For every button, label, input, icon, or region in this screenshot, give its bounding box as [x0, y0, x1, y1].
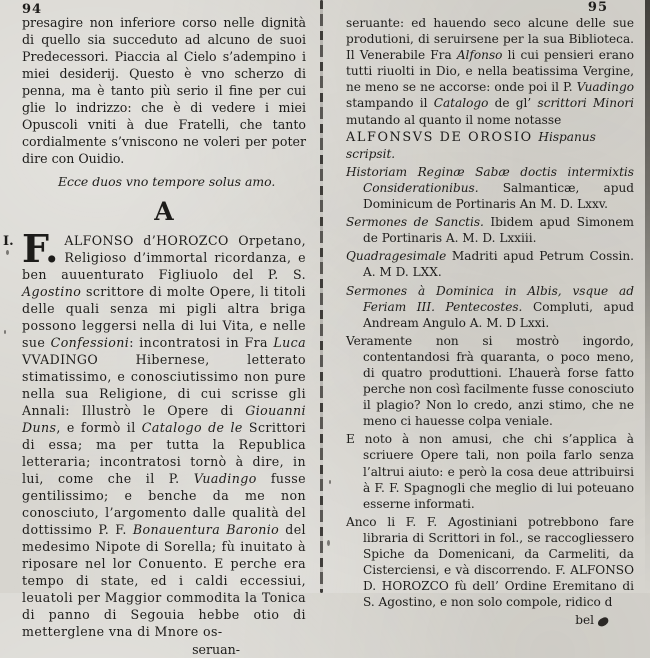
ink-speck — [329, 480, 331, 484]
works-list — [346, 164, 634, 611]
left-page-column — [3, 0, 307, 658]
comment-paragraph-anco: Anco li F. F. Agostiniani potrebbono fare libraria di Scrittori in fol., se raccogliessero Spiche da Domenicani, da Carmeliti, da Cisterciensi, e và discorrendo. F. ALFONSO D. HOROZCO fù dell’ Ordine Eremitano di S. Agostino, e non solo compole, ridico d — [346, 514, 634, 610]
drop-cap-letter: F. — [22, 226, 59, 271]
comment-paragraph-e-noto: E noto à non amusi, che chi s’applica à scriuere Opere tali, non poila farlo senza l’altrui aiuto: e però la cosa deue attribuirsi à F. F. Spagnogli che meglio di lui poteuano esserne informati. — [346, 432, 634, 511]
entry-number: I. — [3, 234, 14, 249]
entry-body-text: ALFONSO d’HOROZCO Orpetano, Religioso d’immortal ricordanza, e ben auuenturato Figliuolo del P. S. Agostino scrittore di molte Opere, li titoli delle quali senza mi pigli altra briga possono leggersi nella di lui Vita, e nelle sue Confessioni: incontratosi in Fra Luca VVADINGO Hibernese, letterato stimatissimo, e conosciutissimo non pure nella sua Religione, di cui scrisse gli Annali: Illustrò le Opere di Giouanni Duns, e formò il Catalogo de le Scrittori di essa; ma per tutta la Republica letteraria; incontratosi tornò à dire, in lui, come che il P. Vuadingo fusse gentilissimo; e benche da me non conosciuto, l’argomento dalle qualità del dottissimo P. F. Bonauentura Baronio del medesimo Nipote di Sorella; fù inuitato à riposare nel lor Conuento. E perche era tempo di state, ed i caldi eccessiui, leuatoli per Maggior commodita la Tonica di panno di Segouia hebbe otio di metterglene vna di Mnore os- — [22, 233, 307, 639]
left-page-number: 94 — [22, 2, 43, 17]
ink-speck — [327, 540, 330, 546]
latin-quote: Ecce duos vno tempore solus amo. — [58, 174, 276, 189]
work-item-quadragesimale: Quadragesimale Madriti apud Petrum Cossin. A. M D. LXX. — [346, 249, 634, 280]
work-item-sermones-sanctis: Sermones de Sanctis. Ibidem apud Simonem de Portinaris A. M. D. Lxxiii. — [346, 215, 634, 246]
right-page-number: 95 — [587, 0, 608, 15]
comment-paragraph-veramente: Veramente non si mostrò ingordo, contentandosi frà quaranta, o poco meno, di quatro produttioni. L’hauerà forse fatto perche non così facilmente fusse conosciuto il plagio? Non lo credo, anzi stimo, che ne meno ci hauesse colpa veniale. — [346, 333, 634, 429]
ink-speck — [4, 330, 6, 334]
entry-alfonso-horozco — [3, 226, 307, 640]
intro-paragraph: presagire non inferiore corso nelle dignità di quello sia succeduto ad alcuno de suoi Predecessori. Piaccia al Cielo s’adempino i miei desiderij. Questo è vno scherzo di penna, ma è tanto più serio il fine per cui glie lo indrizzo: che è di vedere i miei Opuscoli vniti à due Fratelli, che tanto cordialmente s’vniscono ne voleri per poter dire con Ouidio. — [22, 15, 306, 166]
catchword-left: seruan- — [192, 642, 240, 657]
ink-blot-ornament — [597, 617, 610, 628]
work-item-sermones-dominica: Sermones à Dominica in Albis, vsque ad Feriam III. Pentecostes. Compluti, apud Andream Angulo A. M. D Lxxi. — [346, 283, 634, 330]
catchword-right-text: bel — [575, 613, 594, 628]
scan-edge-shadow — [645, 0, 650, 593]
entry-paragraph — [22, 226, 307, 640]
author-heading: ALFONSVS DE OROSIO Hispanus scripsit. — [346, 129, 596, 161]
ink-speck — [6, 250, 9, 255]
column-divider-rule — [320, 0, 323, 593]
catchword-right — [346, 612, 634, 628]
section-letter-heading: A — [154, 197, 174, 226]
continuation-paragraph: seruante: ed hauendo seco alcune delle sue produtioni, di seruirsene per la sua Biblioteca. Il Venerabile Fra Alfonso li cui pensieri erano tutti riuolti in Dio, e nella beatissima Vergine, ne meno se ne accorse: onde poi il P. Vuadingo stampando il Catalogo de gl’ scrittori Minori mutando al quanto il nome notasse — [346, 16, 635, 127]
work-item-historiam: Historiam Reginæ Sabæ doctis intermixtis Considerationibus. Salmanticæ, apud Dominicum de Portinaris An M. D. Lxxv. — [346, 164, 634, 212]
right-page-column — [346, 0, 634, 628]
